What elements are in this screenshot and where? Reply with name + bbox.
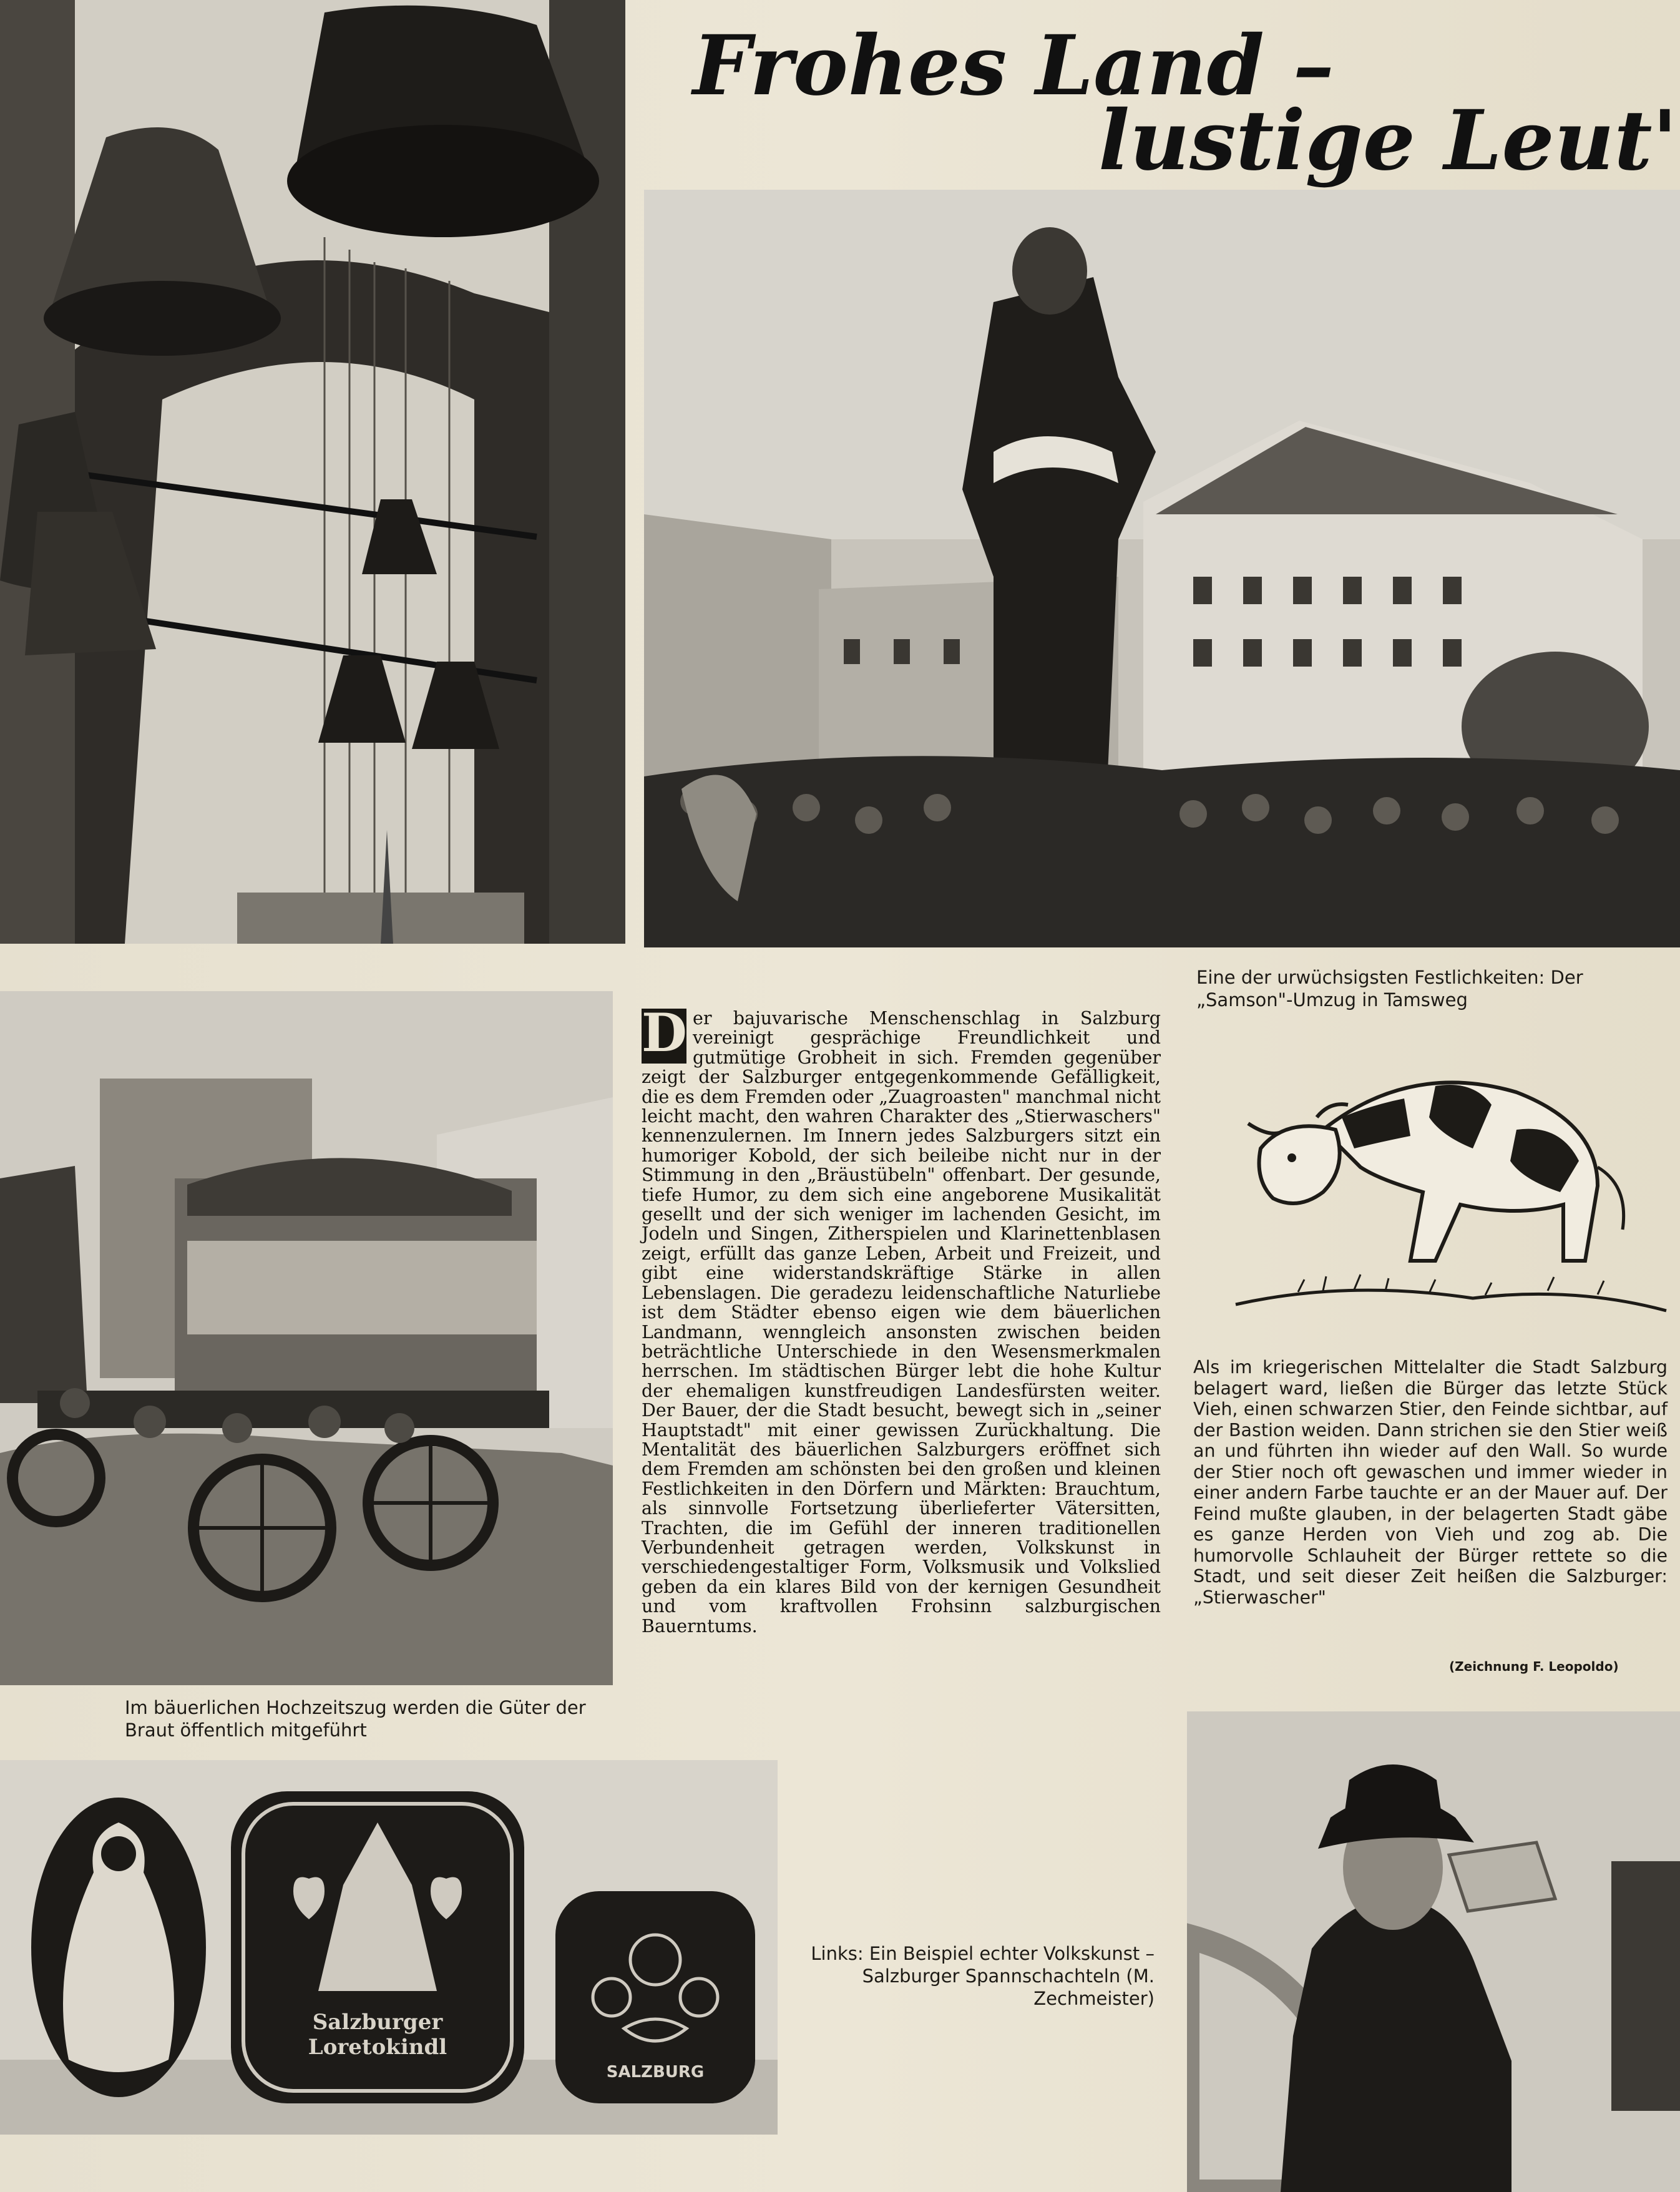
box-label-loretokindl: Salzburger Loretokindl: [308, 2010, 447, 2060]
article-dropcap: D: [642, 1002, 687, 1064]
article-body: er bajuvarische Menschenschlag in Salzburg vereinigt gesprächige Freundlichkeit und gutmütige Grobheit in sich. Fremden gegenüber zeigt der Salzburger entgegenkommende Gefälligkeit, die es dem Fremden oder „Zuagroasten" manchmal nicht leicht macht, den wahren Charakter des „Stierwaschers" kennenzulernen. Im Innern jedes Salzburgers sitzt ein humoriger Kobold, der sich beileibe nicht nur in der Stimmung in den „Bräustübeln" offenbart. Der gesunde, tiefe Humor, zu dem sich eine angeborene Musikalität gesellt und der sich weniger im lachenden Gesicht, im Jodeln und Singen, Zitherspielen und Klarinettenblasen zeigt, erfüllt das ganze Leben, Arbeit und Freizeit, und gibt eine widerstandskräftige Stärke in allen Lebenslagen. Die geradezu leidenschaftliche Naturliebe ist dem Städter ebenso eigen wie dem bäuerlichen Landmann, wenngleich ansonsten zwischen beiden beträchtliche Unterschiede in den Wesensmerkmalen herrschen. Im städtischen Bürger lebt die hohe Kultur der ehemaligen kunstfreudigen Landesfürsten weiter. Der Bauer, der die Stadt besucht, bewegt sich in „seiner Hauptstadt" mit einer gewissen Zurückhaltung. Die Mentalität des bäuerlichen Salzburgers eröffnet sich dem Fremden am schönsten bei den großen und kleinen Festlichkeiten in den Dörfern und Märkten: Brauchtum, als sinnvolle Fortsetzung überlieferter Vätersitten, Trachten, die im Gefühl der inneren traditionellen Verbundenheit getragen werden, Volkskunst in verschiedengestaltiger Form, Volksmusik und Volkslied geben da ein klares Bild von der kernigen Gesundheit und vom kraftvollen Frohsinn salzburgischen Bauerntums.: [642, 1008, 1161, 1637]
bell-tower-photo: [0, 0, 625, 944]
stierwascher-anecdote: Als im kriegerischen Mittelalter die Stadt Salzburg belagert ward, ließen die Bürger das letzte Stück Vieh, einen schwarzen Stier, den Feinde sichtbar, auf der Bastion weiden. Dann strichen sie den Stier weiß an und führten ihn wieder auf den Wall. So wurde der Stier noch oft gewaschen und immer wieder in einer andern Farbe tauchte er an der Mauer auf. Der Feind mußte glauben, in der belagerten Stadt gäbe es ganze Herden von Vieh und zog ab. Die humorvolle Schlauheit der Bürger rettete so die Stadt, und seit dieser Zeit heißen die Salzburger: „Stierwascher": [1193, 1357, 1668, 1608]
wedding-cart-photo: [0, 991, 613, 1685]
musician-drinking-photo: [1187, 1711, 1680, 2192]
boxes-caption: Links: Ein Beispiel echter Volkskunst – Salzburger Spannschachteln (M. Zechmeister): [811, 1943, 1155, 2009]
illustration-credit: (Zeichnung F. Leopoldo): [1449, 1659, 1619, 1674]
wedding-caption: Im bäuerlichen Hochzeitszug werden die Güter der Braut öffentlich mitgeführt: [125, 1697, 586, 1741]
bull-illustration: [1223, 1042, 1673, 1329]
samson-caption: Eine der urwüchsigsten Festlichkeiten: Der „Samson"-Umzug in Tamsweg: [1196, 967, 1583, 1010]
headline-line-1: Frohes Land –: [693, 17, 1334, 114]
samson-parade-photo: [644, 190, 1680, 947]
folk-art-boxes-photo: [0, 1760, 778, 2135]
main-article: [642, 1002, 1161, 1637]
headline-line-2: lustige Leut': [1098, 92, 1678, 189]
box-label-salzburg: SALZBURG: [606, 2063, 705, 2082]
